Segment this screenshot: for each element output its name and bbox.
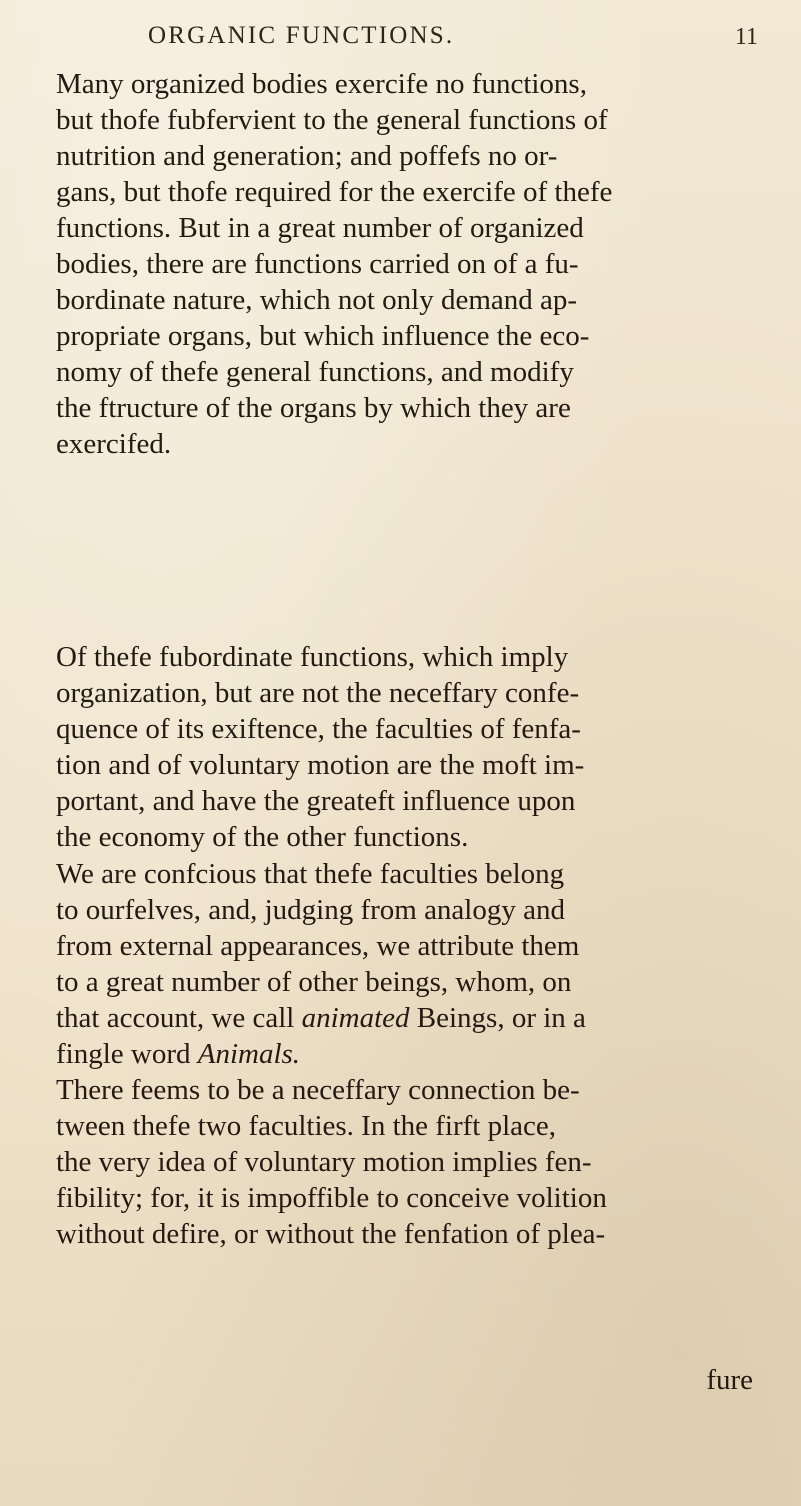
text-line: the ftructure of the organs by which they are [56,392,571,424]
paragraph-2 [56,639,768,855]
paragraph-1 [56,66,768,462]
running-title: ORGANIC FUNCTIONS. [148,22,455,49]
text-line: the economy of the other functions. [56,821,469,853]
page-header [148,22,758,62]
text-line-with-italic [56,1036,768,1072]
text-line: functions. But in a great number of organized [56,212,584,244]
text-line: but thofe fubfervient to the general functions of [56,104,608,136]
text-line: We are confcious that thefe faculties belong [56,858,565,890]
paragraph-4 [56,1072,768,1252]
text-line: from external appearances, we attribute them [56,930,580,962]
text-line: to a great number of other beings, whom, on [56,966,572,998]
text-segment: fingle word [56,1038,198,1070]
text-line: organization, but are not the neceffary confe- [56,677,580,709]
text-segment: that account, we call [56,1002,302,1034]
page-number: 11 [734,24,758,50]
text-line: nomy of thefe general functions, and modify [56,356,574,388]
text-line: exercifed. [56,428,172,460]
italic-term-animals: Animals. [197,1038,301,1070]
text-line: bodies, there are functions carried on of a fu- [56,248,579,280]
text-line-with-italic [56,1000,768,1036]
text-line: gans, but thofe required for the exercife of thefe [56,176,613,208]
text-line: bordinate nature, which not only demand ap- [56,284,578,316]
text-line: quence of its exiftence, the faculties of fenfa- [56,713,581,745]
text-segment: Beings, or in a [409,1002,586,1034]
text-line: fibility; for, it is impoffible to conceive volition [56,1182,607,1214]
text-line: There feems to be a neceffary connection be- [56,1074,580,1106]
text-line: tween thefe two faculties. In the firft place, [56,1110,557,1142]
text-line: tion and of voluntary motion are the moft im- [56,749,585,781]
italic-term-animated: animated [301,1002,410,1034]
text-line: portant, and have the greateft influence upon [56,785,576,817]
text-line: the very idea of voluntary motion implies fen- [56,1146,592,1178]
text-line: Of thefe fubordinate functions, which imply [56,641,569,673]
text-line: without defire, or without the fenfation of plea- [56,1218,606,1250]
text-line: Many organized bodies exercife no functions, [56,68,587,100]
paragraph-3 [56,856,768,1072]
text-line: to ourfelves, and, judging from analogy and [56,894,565,926]
catchword: fure [706,1364,753,1396]
text-line: nutrition and generation; and poffefs no or- [56,140,558,172]
text-line: propriate organs, but which influence the eco- [56,320,590,352]
